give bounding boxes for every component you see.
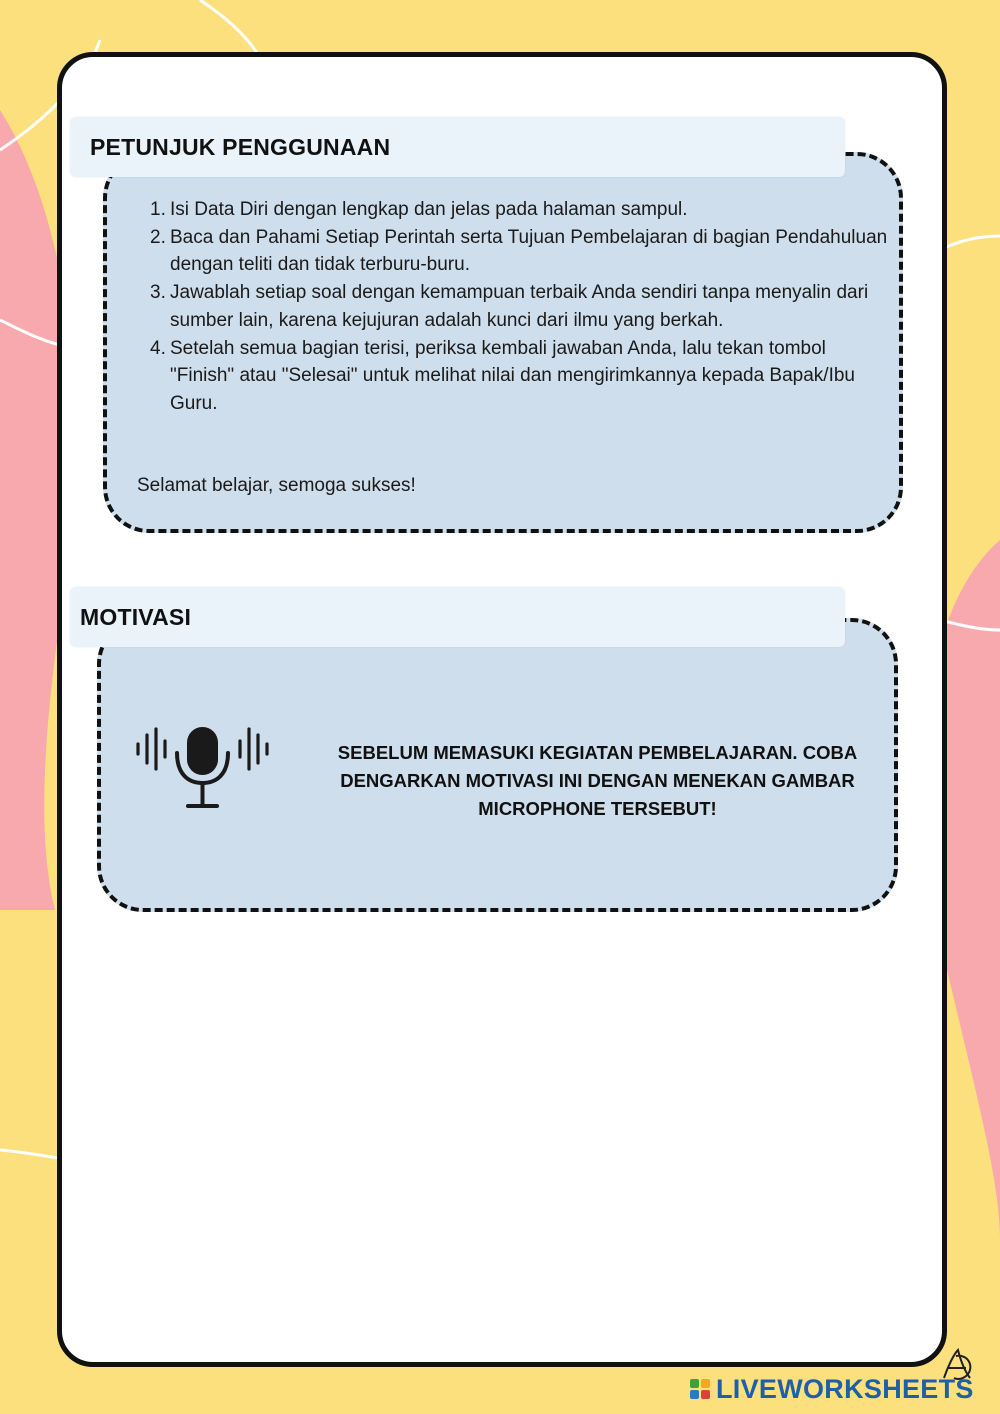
closing-text: Selamat belajar, semoga sukses!: [137, 475, 416, 496]
motivation-title-text: MOTIVASI: [80, 603, 192, 630]
motivation-text: SEBELUM MEMASUKI KEGIATAN PEMBELAJARAN. COBA DENGARKAN MOTIVASI INI DENGAN MENEKAN GAMBAR MICROPHONE TERSEBUT!: [337, 742, 858, 819]
step-text: Baca dan Pahami Setiap Perintah serta Tujuan Pembelajaran di bagian Pendahuluan dengan teliti dan tidak terburu-buru.: [170, 226, 888, 276]
step-text: Isi Data Diri dengan lengkap dan jelas pada halaman sampul.: [170, 199, 688, 220]
microphone-icon: [135, 725, 270, 813]
white-arc-top: [200, 0, 260, 58]
white-arc-right: [940, 236, 1000, 250]
instructions-title-text: PETUNJUK PENGGUNAAN: [90, 133, 391, 160]
step-number: 1.: [150, 199, 166, 220]
step-text: Jawablah setiap soal dengan kemampuan terbaik Anda sendiri tanpa menyalin dari sumber lain, karena kejujuran adalah kunci dari ilmu yang berkah.: [170, 282, 869, 331]
brand-logo[interactable]: [690, 1372, 974, 1406]
instructions-title: [70, 117, 845, 177]
list-item: [150, 224, 890, 279]
list-item: [150, 335, 890, 418]
instructions-list: [140, 196, 890, 418]
step-number: 3.: [150, 282, 166, 304]
motivation-title: [70, 587, 845, 647]
microphone-button[interactable]: [135, 725, 270, 813]
step-number: 2.: [150, 226, 166, 248]
brand-name: LIVEWORKSHEETS: [716, 1373, 974, 1404]
step-text: Setelah semua bagian terisi, periksa kembali jawaban Anda, lalu tekan tombol "Finish" atau "Selesai" untuk melihat nilai dan mengirimkannya kepada Bapak/Ibu Guru.: [170, 337, 855, 414]
liveworksheets-icon: [690, 1379, 710, 1399]
list-item: [150, 279, 890, 334]
step-number: 4.: [150, 337, 166, 359]
signature-icon: [938, 1346, 976, 1384]
list-item: [150, 196, 890, 224]
white-arc-left-3: [0, 1150, 58, 1158]
